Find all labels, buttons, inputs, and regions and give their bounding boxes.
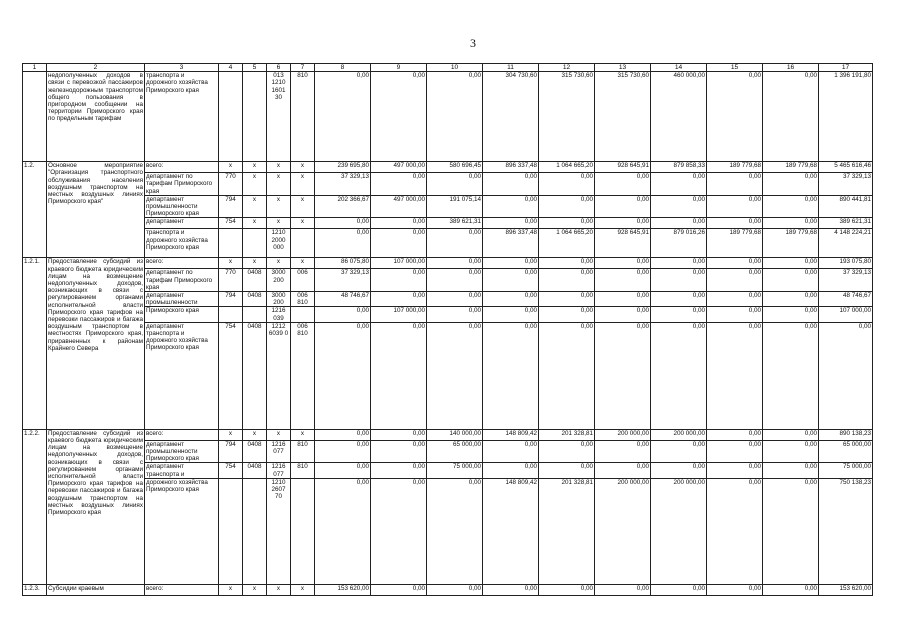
code-cell: x bbox=[291, 162, 315, 173]
code-cell bbox=[243, 72, 267, 162]
amount-cell: 107 000,00 bbox=[371, 307, 427, 322]
code-cell: 794 bbox=[219, 195, 243, 218]
amount-cell: 0,00 bbox=[651, 258, 707, 269]
row-number-cell: 1.2. bbox=[23, 162, 47, 258]
code-cell: x bbox=[291, 195, 315, 218]
amount-cell: 0,00 bbox=[539, 292, 595, 307]
code-cell: 794 bbox=[219, 292, 243, 307]
amount-cell: 0,00 bbox=[539, 173, 595, 196]
amount-cell: 0,00 bbox=[763, 72, 819, 162]
amount-cell: 0,00 bbox=[707, 584, 763, 595]
code-cell: x bbox=[243, 218, 267, 229]
code-cell: x bbox=[291, 429, 315, 440]
amount-cell: 189 779,68 bbox=[707, 229, 763, 258]
amount-cell: 0,00 bbox=[371, 292, 427, 307]
amount-cell: 0,00 bbox=[483, 307, 539, 322]
executor-cell: транспорта и дорожного хозяйства Приморского края bbox=[145, 72, 219, 162]
amount-cell: 315 730,60 bbox=[595, 72, 651, 162]
amount-cell: 0,00 bbox=[763, 195, 819, 218]
amount-cell: 0,00 bbox=[707, 218, 763, 229]
executor-cell: департамент промышленности Приморского края bbox=[145, 195, 219, 218]
amount-cell: 200 000,00 bbox=[595, 429, 651, 440]
amount-cell: 0,00 bbox=[371, 218, 427, 229]
table-row bbox=[23, 322, 873, 429]
code-cell: 013 1210 1601 30 bbox=[267, 72, 291, 162]
amount-cell: 0,00 bbox=[707, 292, 763, 307]
amount-cell: 0,00 bbox=[371, 72, 427, 162]
amount-cell: 37 329,13 bbox=[819, 173, 873, 196]
header-cell: 4 bbox=[219, 64, 243, 72]
amount-cell: 107 000,00 bbox=[819, 307, 873, 322]
amount-cell: 0,00 bbox=[651, 218, 707, 229]
amount-cell: 0,00 bbox=[483, 584, 539, 595]
amount-cell: 200 000,00 bbox=[595, 478, 651, 584]
table-row bbox=[23, 429, 873, 440]
code-cell: x bbox=[291, 173, 315, 196]
executor-cell: всего: bbox=[145, 258, 219, 269]
code-cell: x bbox=[243, 258, 267, 269]
code-cell: 754 bbox=[219, 463, 243, 478]
header-cell: 8 bbox=[315, 64, 371, 72]
amount-cell: 0,00 bbox=[595, 173, 651, 196]
row-number-cell: 1.2.1. bbox=[23, 258, 47, 429]
code-cell: 0408 bbox=[243, 322, 267, 429]
code-cell: 006 bbox=[291, 269, 315, 292]
amount-cell: 153 620,00 bbox=[819, 584, 873, 595]
amount-cell: 0,00 bbox=[763, 478, 819, 584]
amount-cell: 5 465 616,46 bbox=[819, 162, 873, 173]
amount-cell: 191 075,14 bbox=[427, 195, 483, 218]
table-row bbox=[23, 440, 873, 463]
code-cell: 794 bbox=[219, 440, 243, 463]
table-row bbox=[23, 195, 873, 218]
amount-cell: 580 696,45 bbox=[427, 162, 483, 173]
description-cell: Субсидии краевым bbox=[47, 584, 145, 595]
amount-cell: 0,00 bbox=[707, 258, 763, 269]
amount-cell: 0,00 bbox=[427, 292, 483, 307]
code-cell: 1210 2000 000 bbox=[267, 229, 291, 258]
amount-cell: 1 396 191,80 bbox=[819, 72, 873, 162]
amount-cell: 107 000,00 bbox=[371, 258, 427, 269]
amount-cell: 37 329,13 bbox=[315, 173, 371, 196]
amount-cell: 315 730,60 bbox=[539, 72, 595, 162]
amount-cell: 0,00 bbox=[427, 72, 483, 162]
amount-cell: 48 746,67 bbox=[315, 292, 371, 307]
amount-cell: 0,00 bbox=[371, 584, 427, 595]
code-cell: 770 bbox=[219, 173, 243, 196]
description-cell: Предоставление субсидий из краевого бюджета юридическим лицам на возмещение недополученных доходов, возникающих в связи с регулированием органами исполнительной власти Приморского края тарифов на перевозки пассажиров и багажа воздушным транспортом в местностях Приморского края, приравненных к районам Крайнего Севера bbox=[47, 258, 145, 429]
amount-cell: 497 000,00 bbox=[371, 162, 427, 173]
amount-cell: 0,00 bbox=[427, 229, 483, 258]
amount-cell: 37 329,13 bbox=[819, 269, 873, 292]
amount-cell: 0,00 bbox=[763, 307, 819, 322]
amount-cell: 0,00 bbox=[315, 440, 371, 463]
amount-cell: 0,00 bbox=[651, 463, 707, 478]
amount-cell: 0,00 bbox=[371, 478, 427, 584]
header-cell: 14 bbox=[651, 64, 707, 72]
amount-cell: 0,00 bbox=[427, 307, 483, 322]
header-cell: 7 bbox=[291, 64, 315, 72]
amount-cell: 0,00 bbox=[371, 173, 427, 196]
executor-cell: транспорта и дорожного хозяйства Приморского края bbox=[145, 229, 219, 258]
code-cell: x bbox=[291, 584, 315, 595]
amount-cell: 1 064 665,20 bbox=[539, 229, 595, 258]
row-number-cell bbox=[23, 72, 47, 162]
amount-cell: 896 337,48 bbox=[483, 162, 539, 173]
amount-cell: 65 000,00 bbox=[819, 440, 873, 463]
amount-cell: 879 858,33 bbox=[651, 162, 707, 173]
amount-cell: 0,00 bbox=[707, 463, 763, 478]
amount-cell: 148 809,42 bbox=[483, 478, 539, 584]
amount-cell: 201 328,81 bbox=[539, 478, 595, 584]
amount-cell: 0,00 bbox=[539, 218, 595, 229]
amount-cell: 0,00 bbox=[707, 307, 763, 322]
amount-cell: 0,00 bbox=[651, 307, 707, 322]
executor-cell: департамент промышленности Приморского края bbox=[145, 440, 219, 463]
amount-cell: 65 000,00 bbox=[427, 440, 483, 463]
amount-cell: 0,00 bbox=[819, 322, 873, 429]
code-cell: x bbox=[219, 258, 243, 269]
code-cell: x bbox=[243, 195, 267, 218]
amount-cell: 0,00 bbox=[371, 429, 427, 440]
code-cell bbox=[219, 478, 243, 584]
amount-cell: 0,00 bbox=[539, 258, 595, 269]
executor-cell: всего: bbox=[145, 429, 219, 440]
amount-cell: 389 621,31 bbox=[819, 218, 873, 229]
header-cell: 2 bbox=[47, 64, 145, 72]
amount-cell: 0,00 bbox=[315, 218, 371, 229]
code-cell: x bbox=[267, 173, 291, 196]
table-row bbox=[23, 229, 873, 258]
amount-cell: 0,00 bbox=[595, 218, 651, 229]
amount-cell: 890 138,23 bbox=[819, 429, 873, 440]
amount-cell: 0,00 bbox=[539, 584, 595, 595]
amount-cell: 0,00 bbox=[651, 195, 707, 218]
amount-cell: 0,00 bbox=[483, 440, 539, 463]
amount-cell: 0,00 bbox=[707, 173, 763, 196]
amount-cell: 0,00 bbox=[371, 269, 427, 292]
code-cell: 810 bbox=[291, 440, 315, 463]
description-cell: Предоставление субсидий из краевого бюджета юридическим лицам на возмещение недополученных доходов, возникающих в связи с регулированием органами исполнительной власти Приморского края тарифов на перевозки пассажиров и багажа воздушным транспортом на местных воздушных линиях Приморского края bbox=[47, 429, 145, 584]
code-cell: x bbox=[267, 195, 291, 218]
amount-cell: 460 000,00 bbox=[651, 72, 707, 162]
amount-cell: 0,00 bbox=[651, 173, 707, 196]
code-cell bbox=[219, 229, 243, 258]
table-row bbox=[23, 72, 873, 162]
amount-cell: 189 779,68 bbox=[763, 229, 819, 258]
code-cell: 754 bbox=[219, 322, 243, 429]
amount-cell: 37 329,13 bbox=[315, 269, 371, 292]
code-cell: x bbox=[219, 584, 243, 595]
amount-cell: 0,00 bbox=[651, 269, 707, 292]
amount-cell: 202 366,67 bbox=[315, 195, 371, 218]
executor-cell: департамент промышленности bbox=[145, 292, 219, 307]
code-cell: 1216 039 bbox=[267, 307, 291, 322]
amount-cell: 497 000,00 bbox=[371, 195, 427, 218]
amount-cell: 0,00 bbox=[763, 463, 819, 478]
amount-cell: 0,00 bbox=[539, 307, 595, 322]
amount-cell: 389 621,31 bbox=[427, 218, 483, 229]
amount-cell: 239 695,80 bbox=[315, 162, 371, 173]
amount-cell: 86 075,80 bbox=[315, 258, 371, 269]
amount-cell: 0,00 bbox=[315, 478, 371, 584]
code-cell: x bbox=[243, 162, 267, 173]
amount-cell: 0,00 bbox=[595, 584, 651, 595]
amount-cell: 0,00 bbox=[763, 440, 819, 463]
executor-cell: дорожного хозяйства Приморского края bbox=[145, 478, 219, 584]
code-cell: 754 bbox=[219, 218, 243, 229]
page-number: 3 bbox=[470, 36, 476, 50]
header-cell: 16 bbox=[763, 64, 819, 72]
amount-cell: 0,00 bbox=[595, 440, 651, 463]
amount-cell: 0,00 bbox=[651, 440, 707, 463]
code-cell bbox=[219, 72, 243, 162]
header-cell: 15 bbox=[707, 64, 763, 72]
table-row bbox=[23, 218, 873, 229]
amount-cell: 201 328,81 bbox=[539, 429, 595, 440]
amount-cell: 75 000,00 bbox=[427, 463, 483, 478]
code-cell: 006 810 bbox=[291, 292, 315, 307]
code-cell bbox=[219, 307, 243, 322]
amount-cell: 890 441,81 bbox=[819, 195, 873, 218]
amount-cell: 0,00 bbox=[595, 292, 651, 307]
amount-cell: 0,00 bbox=[651, 584, 707, 595]
amount-cell: 0,00 bbox=[483, 173, 539, 196]
amount-cell: 0,00 bbox=[315, 307, 371, 322]
row-number-cell: 1.2.3. bbox=[23, 584, 47, 595]
amount-cell: 0,00 bbox=[427, 269, 483, 292]
code-cell: x bbox=[219, 429, 243, 440]
code-cell: 770 bbox=[219, 269, 243, 292]
amount-cell: 0,00 bbox=[763, 292, 819, 307]
code-cell: 3000 200 bbox=[267, 269, 291, 292]
amount-cell: 0,00 bbox=[707, 72, 763, 162]
amount-cell: 4 148 224,21 bbox=[819, 229, 873, 258]
amount-cell: 189 779,68 bbox=[763, 162, 819, 173]
executor-cell: департамент по тарифам Приморского края bbox=[145, 173, 219, 196]
amount-cell: 0,00 bbox=[651, 322, 707, 429]
amount-cell: 0,00 bbox=[427, 478, 483, 584]
code-cell: 0408 bbox=[243, 440, 267, 463]
header-cell: 5 bbox=[243, 64, 267, 72]
amount-cell: 0,00 bbox=[371, 463, 427, 478]
amount-cell: 0,00 bbox=[595, 463, 651, 478]
table-row bbox=[23, 173, 873, 196]
header-cell: 13 bbox=[595, 64, 651, 72]
code-cell: x bbox=[243, 584, 267, 595]
code-cell: 1216 077 bbox=[267, 463, 291, 478]
table-row bbox=[23, 584, 873, 595]
amount-cell: 0,00 bbox=[483, 463, 539, 478]
amount-cell: 0,00 bbox=[483, 269, 539, 292]
code-cell: 810 bbox=[291, 463, 315, 478]
table-row bbox=[23, 478, 873, 584]
amount-cell: 193 075,80 bbox=[819, 258, 873, 269]
amount-cell: 0,00 bbox=[371, 440, 427, 463]
code-cell: 810 bbox=[291, 72, 315, 162]
code-cell bbox=[243, 307, 267, 322]
amount-cell: 0,00 bbox=[427, 173, 483, 196]
code-cell: 0408 bbox=[243, 292, 267, 307]
amount-cell: 0,00 bbox=[539, 195, 595, 218]
table-row bbox=[23, 307, 873, 322]
amount-cell: 0,00 bbox=[427, 322, 483, 429]
code-cell: 1210 2607 70 bbox=[267, 478, 291, 584]
table-row bbox=[23, 258, 873, 269]
code-cell bbox=[291, 229, 315, 258]
amount-cell: 0,00 bbox=[539, 463, 595, 478]
amount-cell: 0,00 bbox=[595, 307, 651, 322]
executor-cell: всего: bbox=[145, 162, 219, 173]
description-cell: Основное мероприятие "Организация транспортного обслуживания населения воздушным транспортом на местных воздушных линиях Приморского края" bbox=[47, 162, 145, 258]
header-cell: 9 bbox=[371, 64, 427, 72]
amount-cell: 750 138,23 bbox=[819, 478, 873, 584]
amount-cell: 0,00 bbox=[763, 269, 819, 292]
executor-cell: Приморского края bbox=[145, 307, 219, 322]
amount-cell: 0,00 bbox=[763, 218, 819, 229]
header-cell: 10 bbox=[427, 64, 483, 72]
amount-cell: 0,00 bbox=[315, 72, 371, 162]
code-cell: x bbox=[243, 173, 267, 196]
amount-cell: 0,00 bbox=[595, 195, 651, 218]
amount-cell: 140 000,00 bbox=[427, 429, 483, 440]
amount-cell: 0,00 bbox=[483, 322, 539, 429]
amount-cell: 0,00 bbox=[427, 584, 483, 595]
code-cell: 0408 bbox=[243, 463, 267, 478]
executor-cell: департамент по тарифам Приморского края bbox=[145, 269, 219, 292]
amount-cell: 75 000,00 bbox=[819, 463, 873, 478]
amount-cell: 304 730,60 bbox=[483, 72, 539, 162]
code-cell: 1212 6039 0 bbox=[267, 322, 291, 429]
amount-cell: 0,00 bbox=[315, 322, 371, 429]
amount-cell: 0,00 bbox=[707, 440, 763, 463]
amount-cell: 0,00 bbox=[483, 195, 539, 218]
code-cell: 006 810 bbox=[291, 322, 315, 429]
amount-cell: 0,00 bbox=[315, 229, 371, 258]
amount-cell: 0,00 bbox=[595, 322, 651, 429]
header-cell: 17 bbox=[819, 64, 873, 72]
table-row bbox=[23, 463, 873, 478]
amount-cell: 928 645,91 bbox=[595, 229, 651, 258]
amount-cell: 0,00 bbox=[595, 269, 651, 292]
amount-cell: 189 779,68 bbox=[707, 162, 763, 173]
table-body bbox=[23, 64, 873, 596]
amount-cell: 0,00 bbox=[315, 463, 371, 478]
amount-cell: 0,00 bbox=[651, 292, 707, 307]
amount-cell: 0,00 bbox=[763, 584, 819, 595]
executor-cell: департамент транспорта и дорожного хозяйства Приморского края bbox=[145, 322, 219, 429]
amount-cell: 896 337,48 bbox=[483, 229, 539, 258]
executor-cell: всего: bbox=[145, 584, 219, 595]
code-cell: 1216 077 bbox=[267, 440, 291, 463]
amount-cell: 0,00 bbox=[427, 258, 483, 269]
code-cell: x bbox=[267, 429, 291, 440]
code-cell bbox=[243, 478, 267, 584]
amount-cell: 0,00 bbox=[763, 258, 819, 269]
amount-cell: 0,00 bbox=[539, 269, 595, 292]
amount-cell: 148 809,42 bbox=[483, 429, 539, 440]
amount-cell: 0,00 bbox=[707, 195, 763, 218]
code-cell bbox=[291, 307, 315, 322]
code-cell: x bbox=[267, 162, 291, 173]
code-cell: x bbox=[219, 162, 243, 173]
amount-cell: 48 746,67 bbox=[819, 292, 873, 307]
header-cell: 3 bbox=[145, 64, 219, 72]
amount-cell: 0,00 bbox=[707, 478, 763, 584]
amount-cell: 0,00 bbox=[371, 322, 427, 429]
amount-cell: 0,00 bbox=[707, 429, 763, 440]
executor-cell: департамент bbox=[145, 218, 219, 229]
amount-cell: 0,00 bbox=[315, 429, 371, 440]
executor-cell: департамент транспорта и bbox=[145, 463, 219, 478]
code-cell: x bbox=[291, 258, 315, 269]
amount-cell: 0,00 bbox=[707, 269, 763, 292]
header-cell: 6 bbox=[267, 64, 291, 72]
amount-cell: 879 016,26 bbox=[651, 229, 707, 258]
amount-cell: 0,00 bbox=[539, 440, 595, 463]
budget-table bbox=[22, 63, 873, 596]
amount-cell: 200 000,00 bbox=[651, 478, 707, 584]
amount-cell: 200 000,00 bbox=[651, 429, 707, 440]
code-cell: x bbox=[267, 218, 291, 229]
header-cell: 12 bbox=[539, 64, 595, 72]
row-number-cell: 1.2.2. bbox=[23, 429, 47, 584]
amount-cell: 0,00 bbox=[595, 258, 651, 269]
amount-cell: 0,00 bbox=[763, 173, 819, 196]
code-cell bbox=[291, 478, 315, 584]
amount-cell: 0,00 bbox=[539, 322, 595, 429]
amount-cell: 928 645,91 bbox=[595, 162, 651, 173]
amount-cell: 0,00 bbox=[483, 292, 539, 307]
amount-cell: 0,00 bbox=[707, 322, 763, 429]
code-cell bbox=[243, 229, 267, 258]
code-cell: x bbox=[291, 218, 315, 229]
table-row bbox=[23, 269, 873, 292]
header-cell: 11 bbox=[483, 64, 539, 72]
amount-cell: 1 064 665,20 bbox=[539, 162, 595, 173]
amount-cell: 0,00 bbox=[763, 429, 819, 440]
code-cell: x bbox=[267, 258, 291, 269]
code-cell: x bbox=[243, 429, 267, 440]
amount-cell: 0,00 bbox=[483, 258, 539, 269]
description-cell: недополученных доходов в связи с перевозкой пассажиров железнодорожным транспортом общего пользования в пригородном сообщении на территории Приморского края по предельным тарифам bbox=[47, 72, 145, 162]
code-cell: 0408 bbox=[243, 269, 267, 292]
table-row bbox=[23, 292, 873, 307]
header-cell: 1 bbox=[23, 64, 47, 72]
table-row bbox=[23, 162, 873, 173]
amount-cell: 0,00 bbox=[483, 218, 539, 229]
header-row bbox=[23, 64, 873, 72]
amount-cell: 153 620,00 bbox=[315, 584, 371, 595]
code-cell: x bbox=[267, 584, 291, 595]
amount-cell: 0,00 bbox=[371, 229, 427, 258]
amount-cell: 0,00 bbox=[763, 322, 819, 429]
code-cell: 3000 200 bbox=[267, 292, 291, 307]
